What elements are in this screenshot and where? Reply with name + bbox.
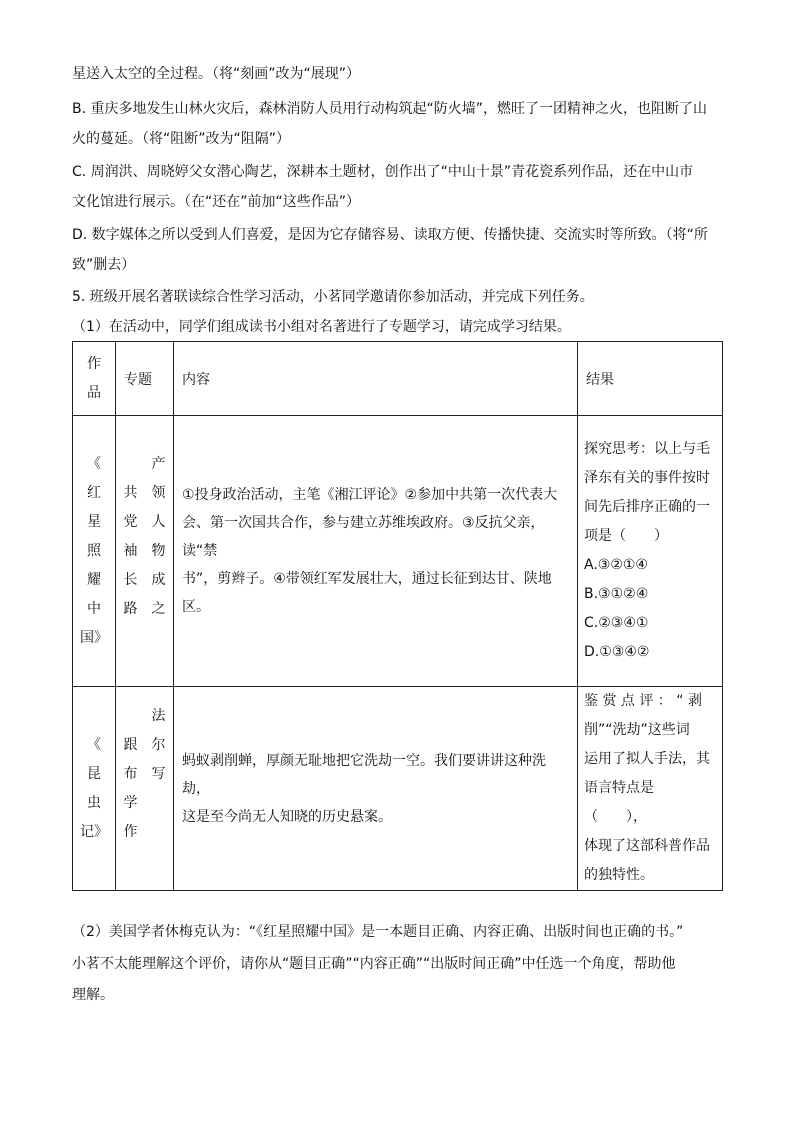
result-cell: 探究思考：以上与毛 泽东有关的事件按时 间先后排序正确的一 项是（ ） A.③②①④ B.③①②④ C.②③④① D.①③④② <box>578 416 723 687</box>
option-c-line: C. 周润洪、周晓婷父女潜心陶艺，深耕本土题材，创作出了“中山十景”青花瓷系列作品，还在中山市 <box>72 164 694 180</box>
text-line: 火的蔓延。（将“阻断”改为“阻隔”） <box>72 131 291 147</box>
option-b: B.③①②④ <box>584 586 649 602</box>
table-row <box>73 687 723 891</box>
table-row <box>73 416 723 687</box>
option-d-line: D. 数字媒体之所以受到人们喜爱，是因为它存储容易、读取方便、传播快捷、交流实时等所致。（将“所 <box>72 227 708 243</box>
table-header-row <box>73 342 723 416</box>
study-table <box>72 341 723 891</box>
question-5-1-prompt: （1）在活动中，同学们组成读书小组对名著进行了专题学习，请完成学习结果。 <box>72 319 571 335</box>
question-5-2-line: 理解。 <box>72 987 114 1003</box>
header-work: 作 品 <box>73 342 116 416</box>
result-cell: 鉴 赏 点 评 ： “ 剥 削”“洗劫”这些词 运用了拟人手法，其 语言特点是（ ）， 体现了这部科普作品 的独特性。 <box>578 687 723 891</box>
text-line: 文化馆进行展示。（在“还在”前加“这些作品”） <box>72 194 361 210</box>
topic-cell: 共 党 袖 长 路 产 领 人 物 成 之 <box>116 416 174 687</box>
option-c: C.②③④① <box>584 615 649 631</box>
header-topic: 专题 <box>116 342 174 416</box>
work-title: 《 昆 虫 记》 <box>73 687 116 891</box>
option-b-line: B. 重庆多地发生山林火灾后，森林消防人员用行动构筑起“防火墙”，燃旺了一团精神之火，也阻断了山 <box>72 101 708 117</box>
topic-cell: 跟 布 学 作 法 尔 写 <box>116 687 174 891</box>
question-5-title: 5. 班级开展名著联读综合性学习活动，小茗同学邀请你参加活动，并完成下列任务。 <box>72 289 594 305</box>
header-content: 内容 <box>174 342 578 416</box>
header-result: 结果 <box>578 342 723 416</box>
question-5-2-line: （2）美国学者休梅克认为：“《红星照耀中国》是一本题目正确、内容正确、出版时间也正确的书。” <box>72 924 684 940</box>
question-5-2-line: 小茗不太能理解这个评价，请你从“题目正确”“内容正确”“出版时间正确”中任选一个角度，帮助他 <box>72 956 676 972</box>
work-title: 《 红 星 照 耀 中 国》 <box>73 416 116 687</box>
content-cell: 蚂蚁剥削蝉，厚颜无耻地把它洗劫一空。我们要讲讲这种洗劫， 这是至今尚无人知晓的历史悬案。 <box>174 687 578 891</box>
content-cell: ①投身政治活动，主笔《湘江评论》②参加中共第一次代表大 会、第一次国共合作，参与建立苏维埃政府。③反抗父亲，读“禁 书”，剪辫子。④带领红军发展壮大，通过长征到达甘、陕地区。 <box>174 416 578 687</box>
option-d: D.①③④② <box>584 644 650 660</box>
option-a: A.③②①④ <box>584 557 648 573</box>
text-line: 致”删去） <box>72 257 136 273</box>
text-line: 星送入太空的全过程。（将“刻画”改为“展现”） <box>72 66 361 82</box>
